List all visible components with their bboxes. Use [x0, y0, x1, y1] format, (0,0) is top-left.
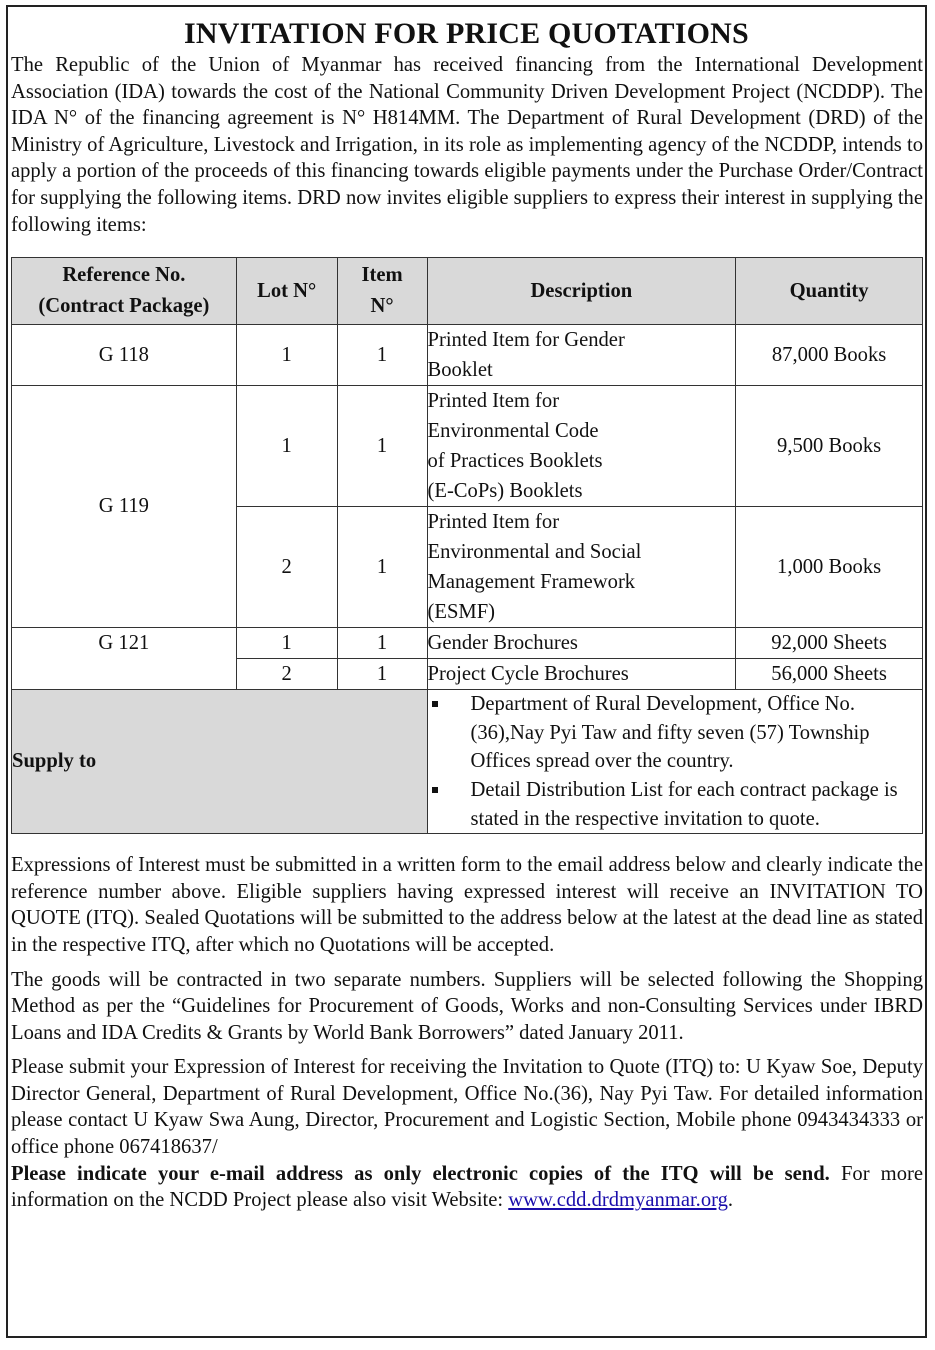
description-line: (E-CoPs) Booklets — [427, 480, 583, 503]
table-row — [12, 386, 923, 507]
cell-lot: 2 — [236, 507, 337, 628]
more-info-text: For more information on the NCDD Project please also visit Website: — [11, 1162, 923, 1212]
header-description: Description — [427, 258, 736, 325]
description-line: Printed Item for Gender — [427, 329, 625, 352]
header-item — [337, 258, 427, 325]
supply-to-list — [427, 690, 922, 834]
cell-lot: 1 — [236, 325, 337, 386]
cell-lot: 1 — [236, 628, 337, 659]
supply-row — [12, 690, 923, 834]
table-row — [12, 325, 923, 386]
cell-item: 1 — [337, 659, 427, 690]
cell-quantity: 1,000 Books — [736, 507, 923, 628]
header-reference — [12, 258, 237, 325]
email-notice: Please indicate your e-mail address as only electronic copies of the ITQ will be send. — [11, 1162, 830, 1185]
supply-bullet-list — [428, 690, 922, 833]
items-table — [11, 257, 923, 834]
cell-description — [427, 386, 736, 507]
page-title: INVITATION FOR PRICE QUOTATIONS — [184, 17, 749, 50]
description-line: Environmental and Social — [427, 541, 642, 564]
header-quantity: Quantity — [736, 258, 923, 325]
bullet-square-icon — [432, 787, 438, 793]
cell-description — [427, 659, 736, 690]
list-item — [428, 690, 922, 776]
description-line: Project Cycle Brochures — [427, 663, 629, 686]
description-line: Gender Brochures — [427, 632, 578, 655]
list-item — [428, 776, 922, 833]
cell-description — [427, 507, 736, 628]
cell-item: 1 — [337, 628, 427, 659]
cell-reference: G 119 — [12, 386, 237, 628]
eoi-paragraph: Expressions of Interest must be submitted in a written form to the email address below and clearly indicate the reference number above. Eligible suppliers having expressed interest will receive an INVITATION TO QUOTE (ITQ). Sealed Quotations will be submitted to the address below at the latest at the dead line as stated in the respective ITQ, after which no Quotations will be accepted. — [11, 854, 923, 956]
cell-quantity: 87,000 Books — [736, 325, 923, 386]
cell-quantity: 9,500 Books — [736, 386, 923, 507]
header-reference-line2: (Contract Package) — [38, 295, 210, 318]
description-line: Printed Item for — [427, 511, 560, 534]
cell-item: 1 — [337, 507, 427, 628]
cell-item: 1 — [337, 325, 427, 386]
description-line: (ESMF) — [427, 601, 496, 624]
description-line: Booklet — [427, 359, 493, 382]
cell-lot: 2 — [236, 659, 337, 690]
cell-description — [427, 628, 736, 659]
supply-to-label: Supply to — [12, 690, 428, 834]
cell-item: 1 — [337, 386, 427, 507]
submit-paragraph: Please submit your Expression of Interest for receiving the Invitation to Quote (ITQ) to: U Kyaw Soe, Deputy Director General, Department of Rural Development, Office No.(36), Nay Pyi Taw. For detailed information please contact U Kyaw Swa Aung, Director, Procurement and Logistic Section, Mobile phone 0943434333 or office phone 067418637/ — [11, 1056, 923, 1159]
goods-paragraph: The goods will be contracted in two separate numbers. Suppliers will be selected following the Shopping Method as per the “Guidelines for Procurement of Goods, Works and non-Consulting Services under IBRD Loans and IDA Credits & Grants by World Bank Borrowers” dated January 2011. — [11, 968, 923, 1044]
cell-quantity: 92,000 Sheets — [736, 628, 923, 659]
cell-quantity: 56,000 Sheets — [736, 659, 923, 690]
header-item-line1: Item — [361, 264, 403, 287]
table-row — [12, 628, 923, 659]
bullet-square-icon — [432, 701, 438, 707]
header-lot: Lot N° — [236, 258, 337, 325]
supply-item-text: Detail Distribution List for each contract package is stated in the respective invitation to quote. — [470, 778, 898, 830]
description-line: Printed Item for — [427, 390, 560, 413]
cell-lot: 1 — [236, 386, 337, 507]
final-paragraph — [8, 1161, 925, 1214]
description-line: Environmental Code — [427, 420, 599, 443]
supply-item-text: Department of Rural Development, Office No.(36),Nay Pyi Taw and fifty seven (57) Township Offices spread over the country. — [470, 693, 870, 773]
website-link[interactable]: www.cdd.drdmyanmar.org — [508, 1189, 728, 1212]
header-item-line2: N° — [370, 295, 394, 318]
cell-description — [427, 325, 736, 386]
header-reference-line1: Reference No. — [62, 264, 186, 287]
document-page — [6, 5, 927, 1338]
description-line: of Practices Booklets — [427, 450, 603, 473]
cell-reference: G 121 — [12, 628, 237, 690]
final-period: . — [727, 1189, 734, 1212]
description-line: Management Framework — [427, 571, 636, 594]
cell-reference: G 118 — [12, 325, 237, 386]
intro-paragraph: The Republic of the Union of Myanmar has received financing from the International Development Association (IDA) towards the cost of the National Community Driven Development Project (NCDDP). The IDA N° of the financing agreement is N° H814MM. The Department of Rural Development (DRD) of the Ministry of Agriculture, Livestock and Irrigation, in its role as implementing agency of the NCDDP, intends to apply a portion of the proceeds of this financing towards eligible payments under the Purchase Order/Contract for supplying the following items. DRD now invites eligible suppliers to express their interest in supplying the following items: — [11, 54, 923, 236]
table-header-row — [12, 258, 923, 325]
